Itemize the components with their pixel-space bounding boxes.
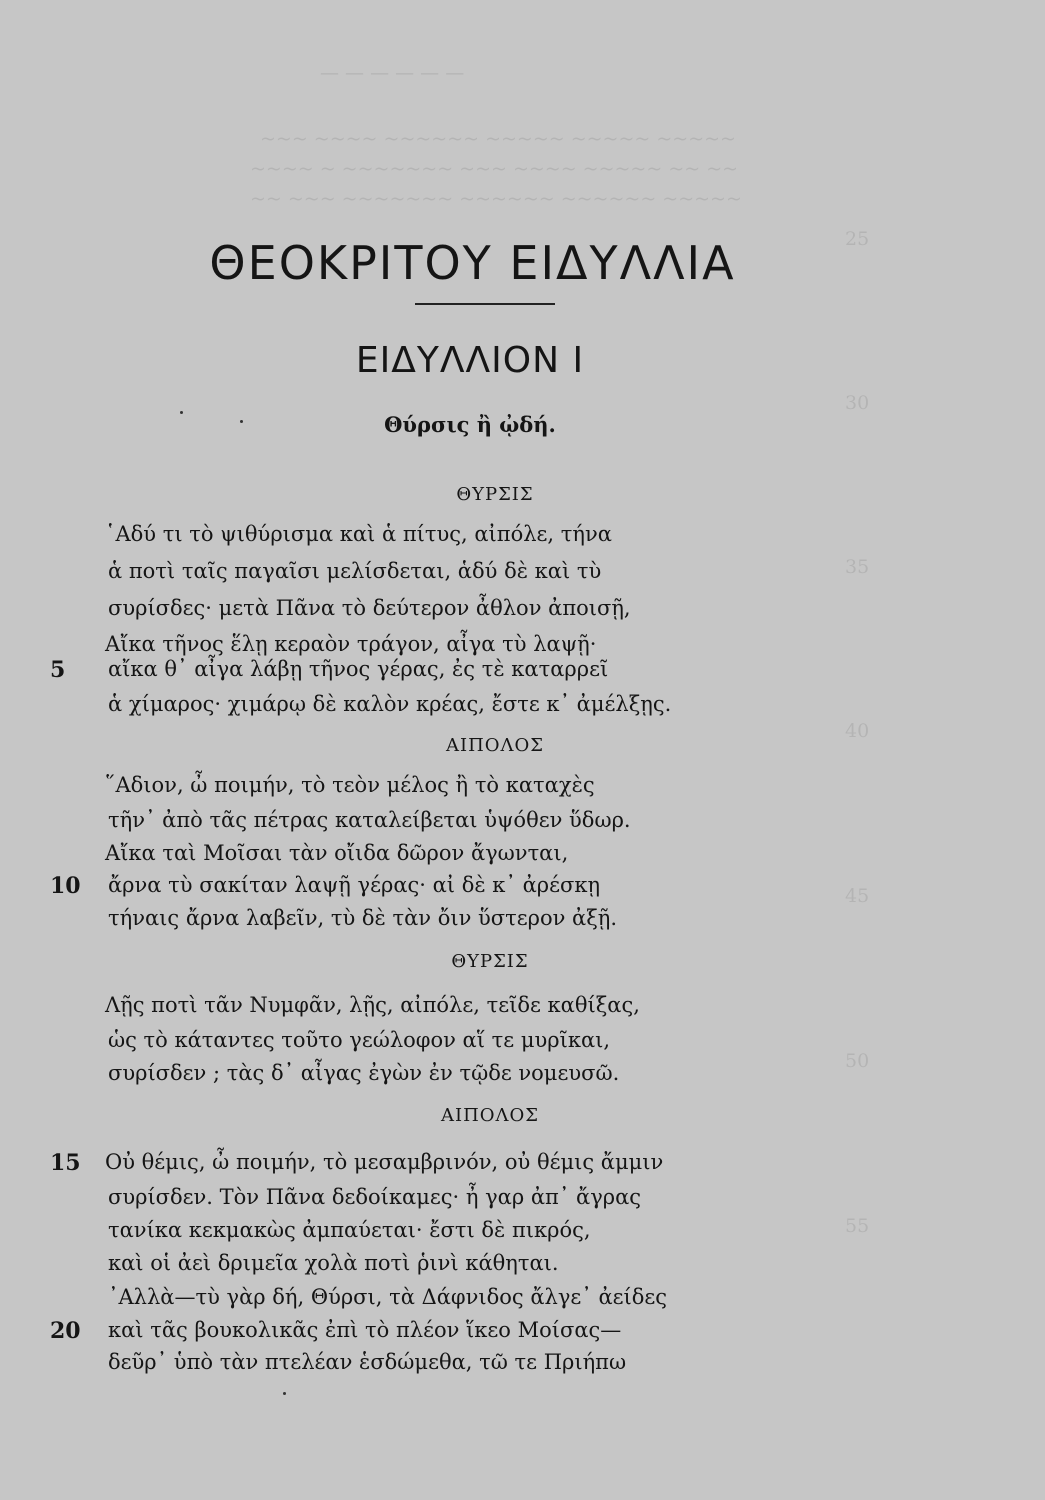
idyll-subtitle: Θύρσις ἢ ᾠδή. <box>384 412 556 437</box>
line-number: 20 <box>50 1318 81 1344</box>
verse-line: αἴκα θ᾽ αἶγα λάβῃ τῆνος γέρας, ἐς τὲ καταρρεῖ <box>108 657 609 681</box>
verse-line: καὶ οἱ ἀεὶ δριμεῖα χολὰ ποτὶ ῥινὶ κάθηται. <box>108 1251 559 1275</box>
title-divider <box>415 303 555 305</box>
verse-line: ὡς τὸ κάταντες τοῦτο γεώλοφον αἵ τε μυρῖκαι, <box>108 1028 611 1052</box>
verse-line: Οὐ θέμις, ὦ ποιμήν, τὸ μεσαμβρινόν, οὐ θέμις ἄμμιν <box>105 1150 664 1174</box>
verse-line: Αἴκα τῆνος ἕλῃ κεραὸν τράγον, αἶγα τὺ λαψῇ· <box>105 632 597 656</box>
verse-line: ἁ χίμαρος· χιμάρῳ δὲ καλὸν κρέας, ἔστε κ᾽ ἀμέλξῃς. <box>108 692 672 716</box>
scan-speck <box>180 411 183 414</box>
verse-line: ἄρνα τὺ σακίταν λαψῇ γέρας· αἰ δὲ κ᾽ ἀρέσκῃ <box>108 873 601 897</box>
verse-line: ἁ ποτὶ ταῖς παγαῖσι μελίσδεται, ἁδύ δὲ καὶ τὺ <box>108 559 602 583</box>
verse-line: ῞Αδιον, ὦ ποιμήν, τὸ τεὸν μέλος ἢ τὸ καταχὲς <box>105 773 595 797</box>
scan-speck <box>283 1392 286 1395</box>
line-number: 10 <box>50 873 81 899</box>
speaker-label: ΘΥΡΣΙΣ <box>451 951 529 972</box>
verse-line: τανίκα κεκμακὼς ἀμπαύεται· ἔστι δὲ πικρός, <box>108 1218 591 1242</box>
verse-line: τῆν᾽ ἀπὸ τᾶς πέτρας καταλείβεται ὑψόθεν ὕδωρ. <box>108 808 631 832</box>
line-number: 15 <box>50 1150 81 1176</box>
verse-line: συρίσδεν. Τὸν Πᾶνα δεδοίκαμες· ἦ γαρ ἀπ᾽ ἄγρας <box>108 1185 642 1209</box>
speaker-label: ΑΙΠΟΛΟΣ <box>445 735 545 756</box>
line-number: 5 <box>50 657 66 683</box>
show-through-text: — — — — — — ~~~ ~~~~ ~~~~~~ ~~~~~ ~~~~~ ~~~~~ ~~~~ ~ ~~~~~~~ ~~~ ~~~~ ~~~~~ ~~ ~~ ~~ ~~~ ~~~~~~~ ~~~~~~ ~~~~~~ ~~~~~ 25 30 35 40 45 50 55 <box>250 62 870 1237</box>
verse-line: καὶ τᾶς βουκολικᾶς ἐπὶ τὸ πλέον ἵκεο Μοίσας— <box>108 1318 622 1342</box>
verse-line: τήναις ἄρνα λαβεῖν, τὺ δὲ τὰν ὄιν ὕστερον ἀξῇ. <box>108 906 618 930</box>
verse-line: συρίσδες· μετὰ Πᾶνα τὸ δεύτερον ἆθλον ἀποισῇ, <box>108 596 631 620</box>
speaker-label: ΑΙΠΟΛΟΣ <box>440 1105 540 1126</box>
scan-speck <box>240 420 243 423</box>
verse-line: ῾Αδύ τι τὸ ψιθύρισμα καὶ ἁ πίτυς, αἰπόλε, τήνα <box>105 522 612 546</box>
book-title: ΘΕΟΚΡΙΤΟΥ ΕΙΔΥΛΛΙΑ <box>209 236 736 290</box>
verse-line: συρίσδεν ; τὰς δ᾽ αἶγας ἐγὼν ἐν τῷδε νομευσῶ. <box>108 1061 620 1085</box>
verse-line: Αἴκα ταὶ Μοῖσαι τὰν οἴιδα δῶρον ἄγωνται, <box>105 841 569 865</box>
speaker-label: ΘΥΡΣΙΣ <box>456 484 534 505</box>
verse-line: δεῦρ᾽ ὑπὸ τὰν πτελέαν ἑσδώμεθα, τῶ τε Πριήπω <box>108 1350 627 1374</box>
idyll-heading: ΕΙΔΥΛΛΙΟΝ Ι <box>355 340 585 381</box>
verse-line: Λῇς ποτὶ τᾶν Νυμφᾶν, λῇς, αἰπόλε, τεῖδε καθίξας, <box>105 993 640 1017</box>
verse-line: ᾽Αλλὰ—τὺ γὰρ δή, Θύρσι, τὰ Δάφνιδος ἄλγε᾽ ἀείδες <box>108 1285 668 1309</box>
